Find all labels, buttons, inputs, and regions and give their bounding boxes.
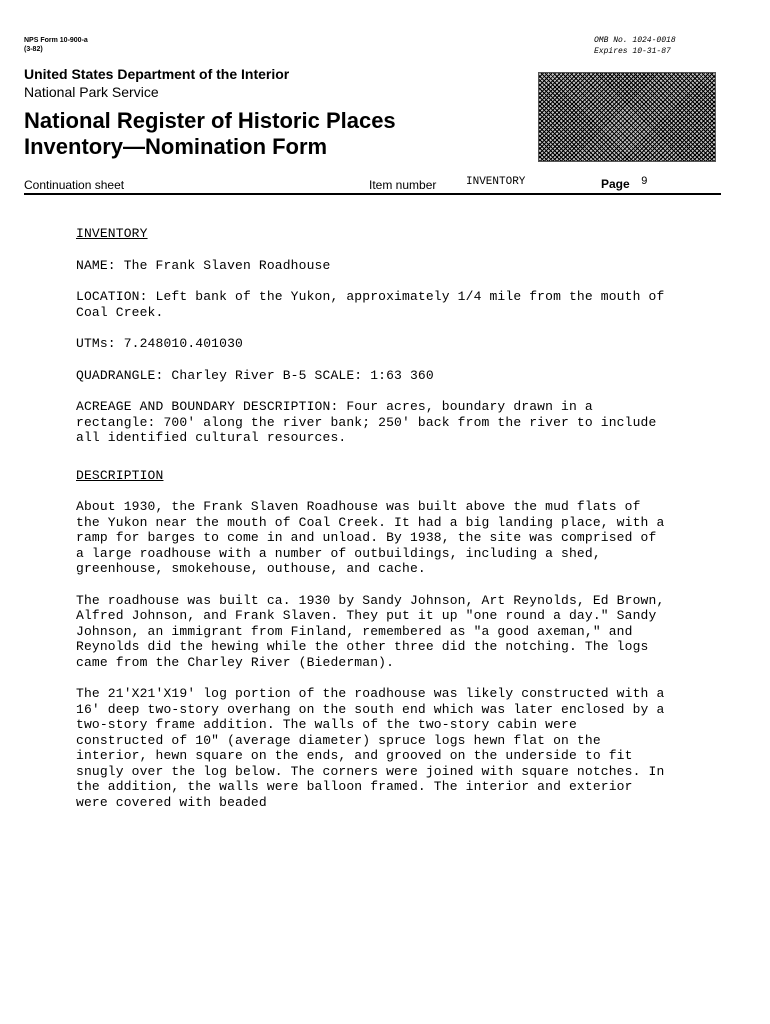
item-number-label: Item number <box>369 178 437 192</box>
quadrangle-text: QUADRANGLE: Charley River B-5 SCALE: 1:63 360 <box>76 367 434 383</box>
acreage-text: ACREAGE AND BOUNDARY DESCRIPTION: Four acres, boundary drawn in a rectangle: 700' along the river bank; 250' back from the river to include all identified cultural resources. <box>76 399 657 445</box>
form-title-line1: National Register of Historic Places <box>24 108 396 133</box>
page-label: Page <box>601 177 630 191</box>
document-body <box>76 226 666 826</box>
description-paragraph-2: The roadhouse was built ca. 1930 by Sandy Johnson, Art Reynolds, Ed Brown, Alfred Johnson, and Frank Slaven. They put it up "one round a day." Sandy Johnson, an immigrant from Finland, remembered as "a good axeman," and Reynolds did the hewing while the other three did the notching. The logs came from the Charley River (Biederman). <box>76 592 665 670</box>
page-number: 9 <box>641 176 648 188</box>
description-paragraph-3: The 21'X21'X19' log portion of the roadhouse was likely constructed with a 16' deep two-story overhang on the south end which was later enclosed by a two-story frame addition. The walls of the two-story cabin were constructed of 10" (average diameter) spruce logs hewn flat on the interior, hewn square on the ends, and grooved on the underside to fit snugly over the log below. The corners were joined with square notches. In the addition, the walls were balloon framed. The interior and exterior were covered with beaded <box>76 686 665 810</box>
for-nps-use-only-stamp <box>538 72 716 162</box>
omb-block <box>594 35 676 57</box>
form-date-text: (3-82) <box>24 46 43 53</box>
department-name: United States Department of the Interior <box>24 66 290 82</box>
form-title-line2: Inventory—Nomination Form <box>24 134 328 159</box>
header-rule <box>24 193 721 195</box>
expiration-date: Expires 10-31-87 <box>594 47 671 56</box>
omb-number: OMB No. 1024-0018 <box>594 36 676 45</box>
continuation-sheet-label: Continuation sheet <box>24 178 125 192</box>
service-name: National Park Service <box>24 84 159 100</box>
location-text: LOCATION: Left bank of the Yukon, approximately 1/4 mile from the mouth of Coal Creek. <box>76 289 665 320</box>
description-heading: DESCRIPTION <box>76 467 164 483</box>
description-paragraph-1: About 1930, the Frank Slaven Roadhouse was built above the mud flats of the Yukon near the mouth of Coal Creek. It had a big landing place, with a ramp for barges to come in and unload. By 1938, the site was comprised of a large roadhouse with a number of outbuildings, including a shed, greenhouse, smokehouse, outhouse, and cache. <box>76 499 665 576</box>
item-number-value: INVENTORY <box>466 176 526 188</box>
utms-text: UTMs: 7.248010.401030 <box>76 336 243 351</box>
form-number-text: NPS Form 10-900-a <box>24 37 88 44</box>
inventory-heading: INVENTORY <box>76 226 148 241</box>
property-name: NAME: The Frank Slaven Roadhouse <box>76 257 331 273</box>
form-number <box>24 36 88 54</box>
